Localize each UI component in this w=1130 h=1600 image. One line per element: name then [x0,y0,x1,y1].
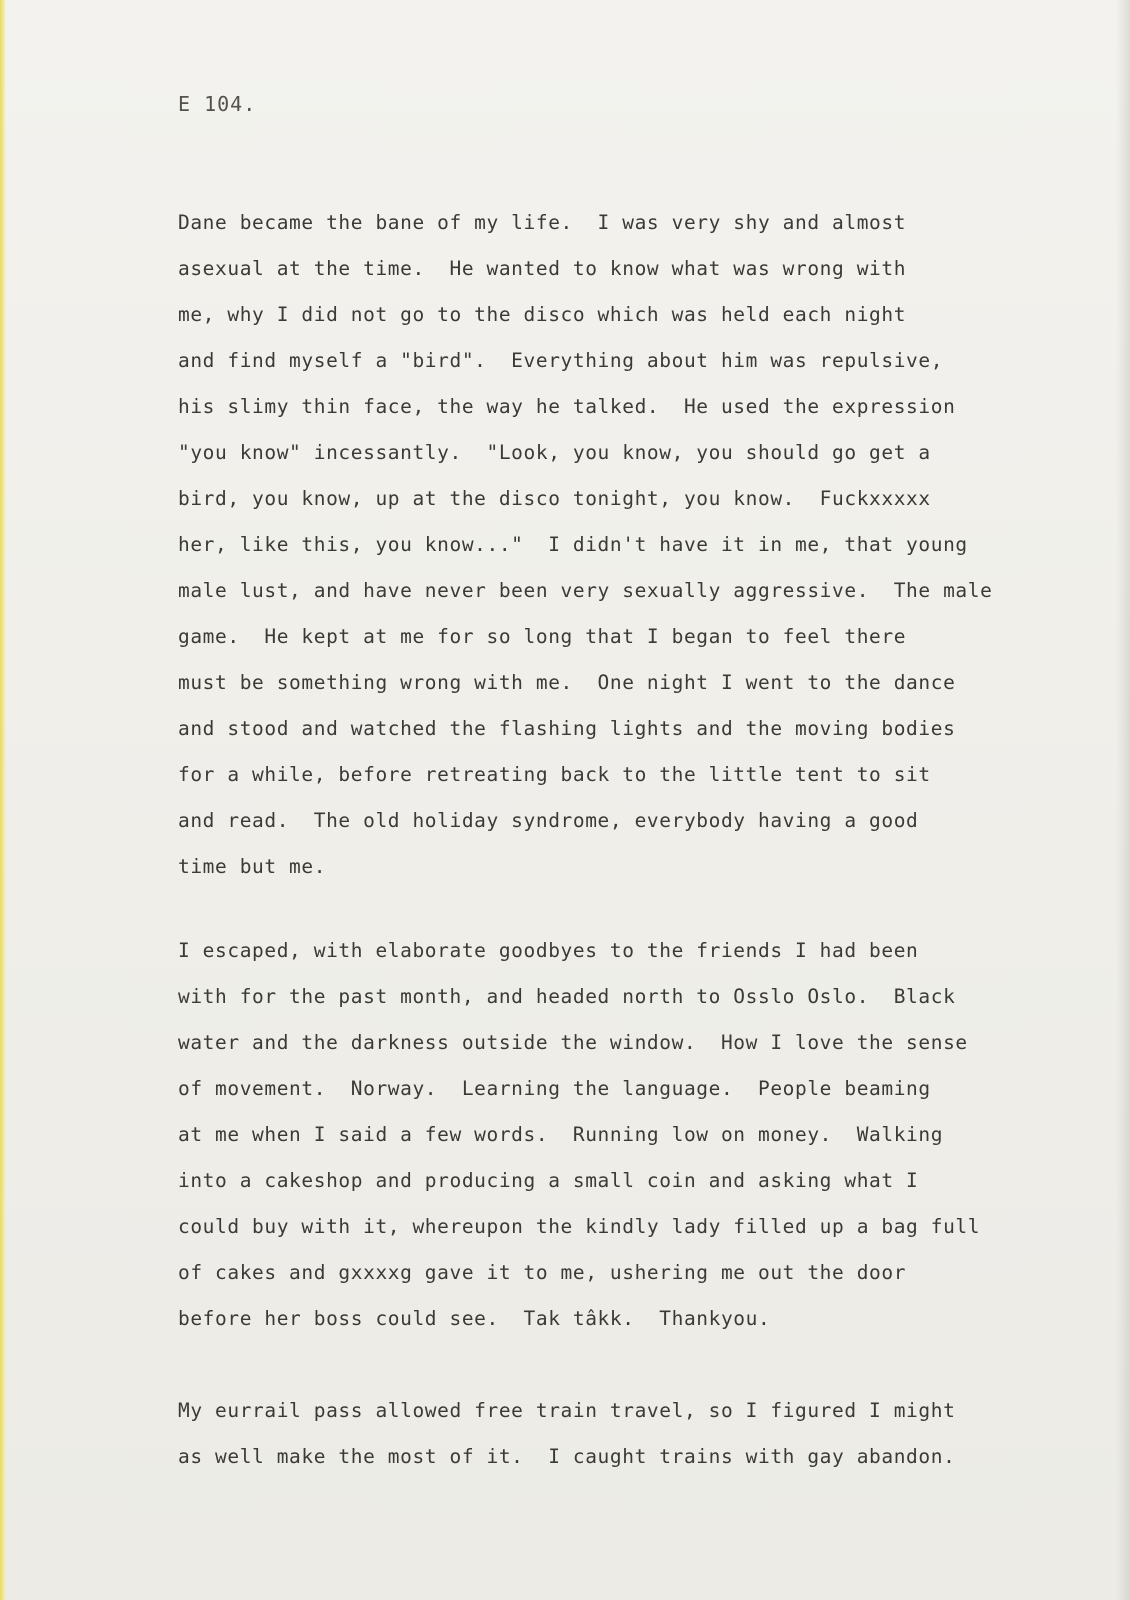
text-line: into a cakeshop and producing a small coin and asking what I [178,1169,919,1192]
page-number: E 104. [178,92,257,116]
paragraph-dane [178,200,992,890]
page-edge-shadow [1116,0,1130,1600]
text-line: must be something wrong with me. One night I went to the dance [178,671,956,694]
text-line: game. He kept at me for so long that I began to feel there [178,625,907,648]
text-line: her, like this, you know..." I didn't have it in me, that young [178,533,968,556]
text-line: of cakes and gxxxxg gave it to me, ushering me out the door [178,1261,907,1284]
binding-edge [0,0,6,1600]
text-line: I escaped, with elaborate goodbyes to the friends I had been [178,939,919,962]
text-line: of movement. Norway. Learning the language. People beaming [178,1077,931,1100]
text-line: before her boss could see. Tak tâkk. Thankyou. [178,1307,771,1330]
text-line: water and the darkness outside the window. How I love the sense [178,1031,968,1054]
text-line: his slimy thin face, the way he talked. He used the expression [178,395,956,418]
text-line: as well make the most of it. I caught trains with gay abandon. [178,1445,956,1468]
text-line: at me when I said a few words. Running low on money. Walking [178,1123,944,1146]
text-line: could buy with it, whereupon the kindly lady filled up a bag full [178,1215,981,1238]
text-line: for a while, before retreating back to the little tent to sit [178,763,931,786]
text-line: and read. The old holiday syndrome, everybody having a good [178,809,919,832]
text-line: with for the past month, and headed north to Osslo Oslo. Black [178,985,956,1008]
text-line: My eurrail pass allowed free train travel, so I figured I might [178,1399,956,1422]
text-line: bird, you know, up at the disco tonight, you know. Fuckxxxxx [178,487,931,510]
text-line: Dane became the bane of my life. I was very shy and almost [178,211,907,234]
text-line: and find myself a "bird". Everything about him was repulsive, [178,349,944,372]
paragraph-eurrail [178,1388,955,1480]
paragraph-oslo [178,928,980,1342]
text-line: and stood and watched the flashing lights and the moving bodies [178,717,956,740]
text-line: "you know" incessantly. "Look, you know, you should go get a [178,441,931,464]
text-line: asexual at the time. He wanted to know what was wrong with [178,257,907,280]
text-line: me, why I did not go to the disco which was held each night [178,303,907,326]
text-line: male lust, and have never been very sexually aggressive. The male [178,579,993,602]
text-line: time but me. [178,855,327,878]
